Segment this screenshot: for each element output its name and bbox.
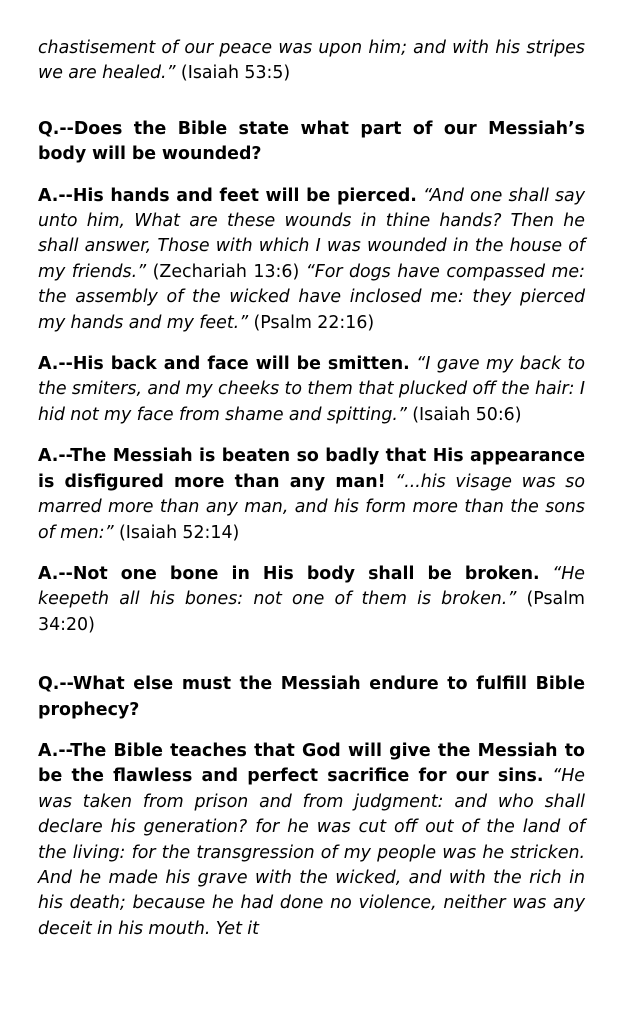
answer-5-lead: A.--The Bible teaches that God will give the Messiah to be the flawless and perfect sacrifice for our sins. <box>38 740 585 787</box>
answer-2-quote-1: “I gave my back to the smiters, and my cheeks to them that plucked off the hair: I hid not my face from shame and spitting.” <box>38 354 585 425</box>
answer-4-lead: A.--Not one bone in His body shall be broken. <box>38 563 540 584</box>
continuation-italic-text: chastisement of our peace was upon him; and with his stripes we are healed.” <box>38 38 585 84</box>
answer-block-4 <box>38 562 585 638</box>
answer-5-quote-1: “He was taken from prison and from judgment: and who shall declare his generation? for he was cut off out of the land of the living: for the transgression of my people was he stricken. And he made his grave with the wicked, and with the rich in his death; because he had done no violence, neither was any deceit in his mouth. Yet it <box>38 766 586 939</box>
paragraph-continuation <box>38 36 585 87</box>
answer-3-lead: A.--The Messiah is beaten so badly that His appearance is disfigured more than any man! <box>38 446 585 492</box>
answer-1-lead: A.--His hands and feet will be pierced. <box>38 185 417 206</box>
answer-1-quote-2: “For dogs have compassed me: the assembly of the wicked have inclosed me: they pierced my hands and my feet.” <box>38 261 585 333</box>
answer-2-reference-1: (Isaiah 50:6) <box>406 404 522 425</box>
continuation-reference: (Isaiah 53:5) <box>175 63 291 84</box>
answer-block-2 <box>38 352 585 428</box>
question-heading-1: Q.--Does the Bible state what part of our Messiah’s body will be wounded? <box>38 118 585 165</box>
question-heading-2: Q.--What else must the Messiah endure to fulfill Bible prophecy? <box>38 674 585 720</box>
answer-4-reference-1: (Psalm 34:20) <box>38 589 585 635</box>
answer-block-1 <box>38 184 585 336</box>
answer-2-lead: A.--His back and face will be smitten. <box>38 354 410 375</box>
answer-block-3 <box>38 444 585 546</box>
answer-3-quote-1: “...his visage was so marred more than any man, and his form more than the sons of men:” <box>38 471 585 543</box>
answer-block-5 <box>38 739 585 942</box>
answer-3-reference-1: (Isaiah 52:14) <box>113 522 240 543</box>
answer-1-quote-1: “And one shall say unto him, What are these wounds in thine hands? Then he shall answer, Those with which I was wounded in the house of my friends.” <box>38 185 585 282</box>
answer-1-reference-2: (Psalm 22:16) <box>248 312 375 333</box>
answer-1-reference-1: (Zechariah 13:6) <box>146 261 300 282</box>
answer-4-quote-1: “He keepeth all his bones: not one of them is broken.” <box>38 563 585 610</box>
